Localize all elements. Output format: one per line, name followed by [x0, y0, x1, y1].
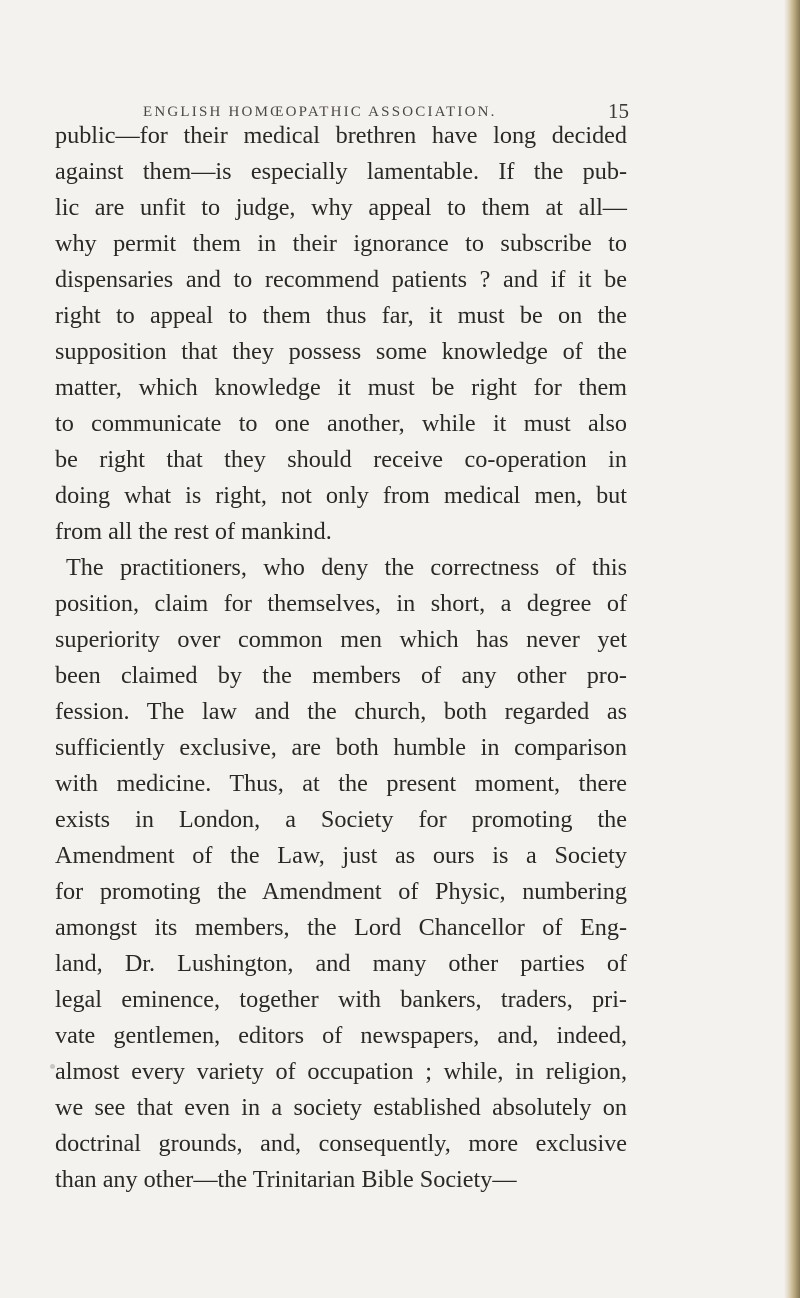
text-line: matter, which knowledge it must be right for them [55, 374, 627, 401]
text-line: land, Dr. Lushington, and many other parties of [55, 950, 627, 977]
body-text [55, 118, 627, 1198]
text-line: fession. The law and the church, both regarded as [55, 698, 627, 725]
text-line: dispensaries and to recommend patients ? and if it be [55, 266, 627, 293]
text-line: superiority over common men which has never yet [55, 626, 627, 653]
text-line: exists in London, a Society for promoting the [55, 806, 627, 833]
text-line: with medicine. Thus, at the present moment, there [55, 770, 627, 797]
text-line: position, claim for themselves, in short, a degree of [55, 590, 627, 617]
text-line: doctrinal grounds, and, consequently, more exclusive [55, 1130, 627, 1157]
text-line: than any other—the Trinitarian Bible Society— [55, 1166, 517, 1193]
text-line: to communicate to one another, while it must also [55, 410, 627, 437]
paper-speck [50, 1064, 55, 1069]
running-head: ENGLISH HOMŒOPATHIC ASSOCIATION. [143, 104, 497, 120]
text-line: vate gentlemen, editors of newspapers, and, indeed, [55, 1022, 627, 1049]
text-line: amongst its members, the Lord Chancellor of Eng- [55, 914, 627, 941]
text-line: why permit them in their ignorance to subscribe to [55, 230, 627, 257]
text-line: supposition that they possess some knowledge of the [55, 338, 627, 365]
text-line: right to appeal to them thus far, it must be on the [55, 302, 627, 329]
text-line: public—for their medical brethren have long decided [55, 122, 627, 149]
text-line: The practitioners, who deny the correctness of this [66, 554, 627, 581]
text-line: legal eminence, together with bankers, traders, pri- [55, 986, 627, 1013]
text-line: be right that they should receive co-operation in [55, 446, 627, 473]
text-line: sufficiently exclusive, are both humble in comparison [55, 734, 627, 761]
text-line: from all the rest of mankind. [55, 518, 332, 545]
text-line: against them—is especially lamentable. If the pub- [55, 158, 627, 185]
text-line: been claimed by the members of any other pro- [55, 662, 627, 689]
text-line: we see that even in a society established absolutely on [55, 1094, 627, 1121]
page-edge [784, 0, 800, 1298]
text-line: doing what is right, not only from medical men, but [55, 482, 627, 509]
text-line: Amendment of the Law, just as ours is a Society [55, 842, 627, 869]
text-line: lic are unfit to judge, why appeal to them at all— [55, 194, 627, 221]
text-line: almost every variety of occupation ; while, in religion, [55, 1058, 627, 1085]
page-number: 15 [608, 99, 629, 123]
text-line: for promoting the Amendment of Physic, numbering [55, 878, 627, 905]
